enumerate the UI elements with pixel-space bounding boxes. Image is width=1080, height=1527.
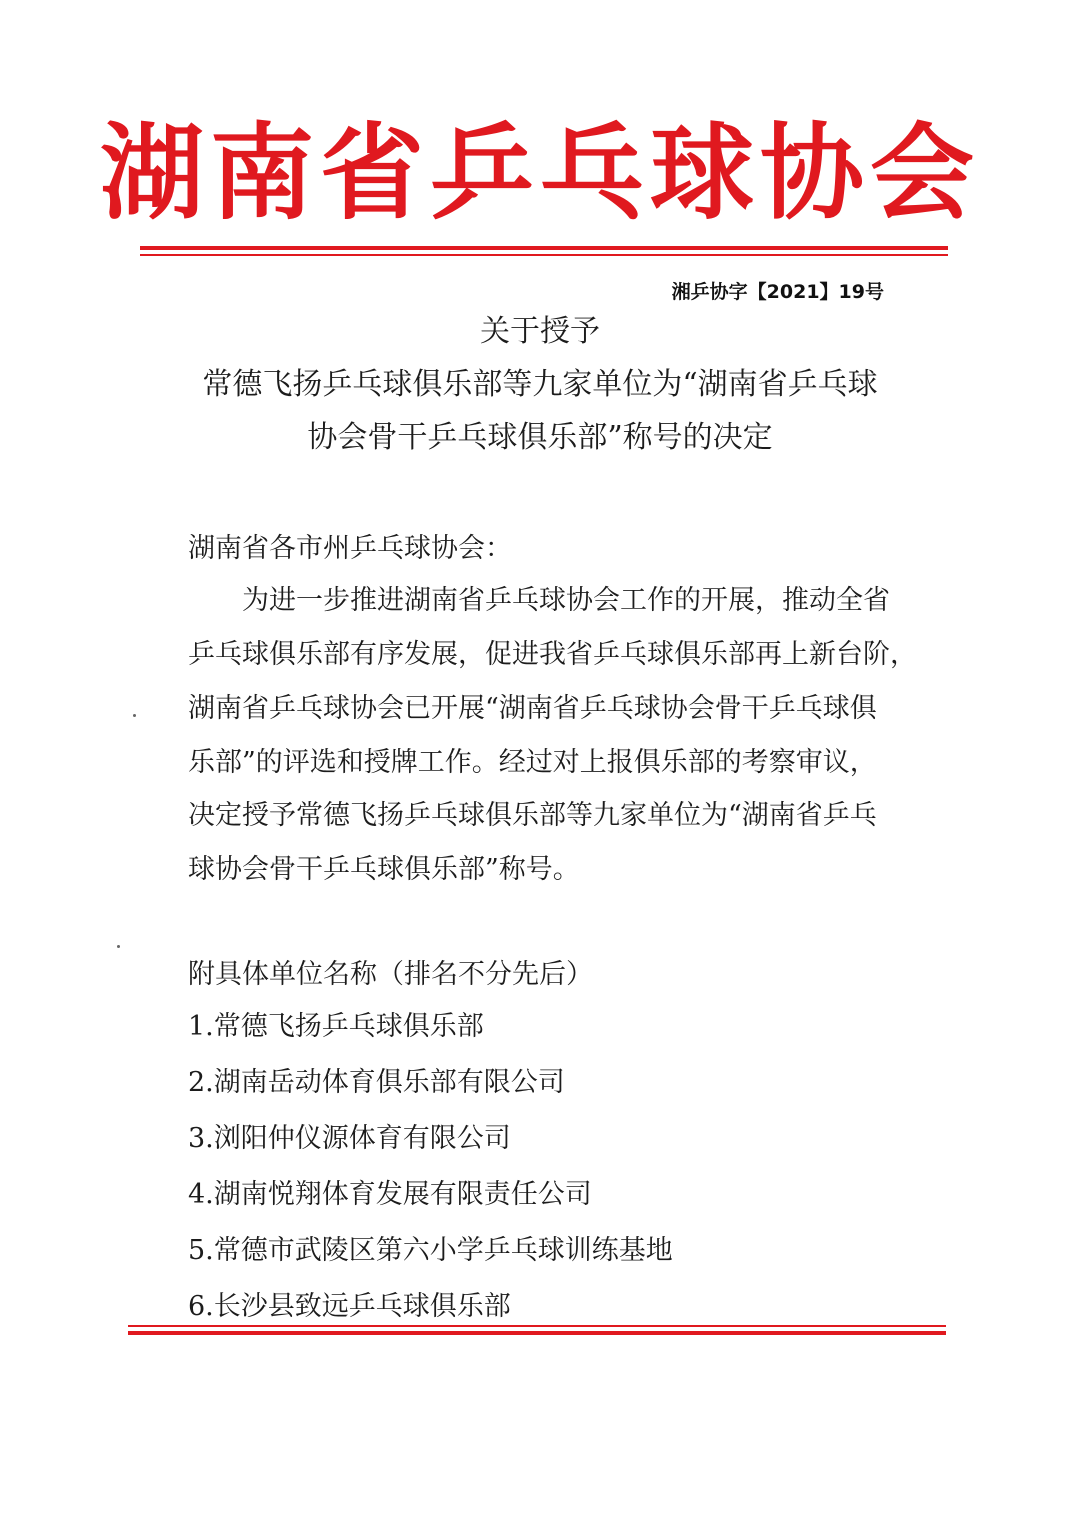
unit-list bbox=[188, 1010, 673, 1346]
document-number: 湘乒协字【2021】19号 bbox=[671, 281, 884, 303]
body-paragraph-line: 球协会骨干乒乓球俱乐部”称号。 bbox=[188, 854, 580, 885]
unit-list-item: 6.长沙县致远乒乓球俱乐部 bbox=[188, 1291, 511, 1322]
unit-list-item: 3.浏阳仲仪源体育有限公司 bbox=[188, 1123, 511, 1154]
document-title-line-1: 关于授予 bbox=[480, 314, 600, 349]
document-title-line-2: 常德飞扬乒乓球俱乐部等九家单位为“湖南省乒乓球 bbox=[202, 367, 878, 402]
footer-rule-thick bbox=[128, 1331, 946, 1335]
unit-list-item: 2.湖南岳动体育俱乐部有限公司 bbox=[188, 1067, 565, 1098]
body-paragraph-line: 湖南省乒乓球协会已开展“湖南省乒乓球协会骨干乒乓球俱 bbox=[188, 693, 877, 724]
body-paragraph-line: 乒乓球俱乐部有序发展，促进我省乒乓球俱乐部再上新台阶， bbox=[188, 639, 917, 670]
document-title-line-3: 协会骨干乒乓球俱乐部”称号的决定 bbox=[307, 420, 773, 455]
body-paragraph-line: 乐部”的评选和授牌工作。经过对上报俱乐部的考察审议， bbox=[188, 747, 877, 778]
body-paragraph-line: 为进一步推进湖南省乒乓球协会工作的开展，推动全省 bbox=[242, 585, 890, 616]
letterhead-rule-thick bbox=[140, 246, 948, 250]
footer-rule-thin bbox=[128, 1325, 946, 1327]
unit-list-item: 5.常德市武陵区第六小学乒乓球训练基地 bbox=[188, 1235, 673, 1266]
scan-speck bbox=[117, 945, 120, 948]
unit-list-item: 4.湖南悦翔体育发展有限责任公司 bbox=[188, 1179, 592, 1210]
unit-list-item: 1.常德飞扬乒乓球俱乐部 bbox=[188, 1011, 484, 1042]
body-paragraph-line: 决定授予常德飞扬乒乓球俱乐部等九家单位为“湖南省乒乓 bbox=[188, 800, 877, 831]
letterhead-title: 湖南省乒乓球协会 bbox=[99, 112, 980, 234]
salutation: 湖南省各市州乒乓球协会： bbox=[188, 533, 512, 564]
scan-speck bbox=[133, 714, 136, 717]
appendix-heading: 附具体单位名称（排名不分先后） bbox=[188, 959, 593, 990]
letterhead-rule-thin bbox=[140, 254, 948, 256]
